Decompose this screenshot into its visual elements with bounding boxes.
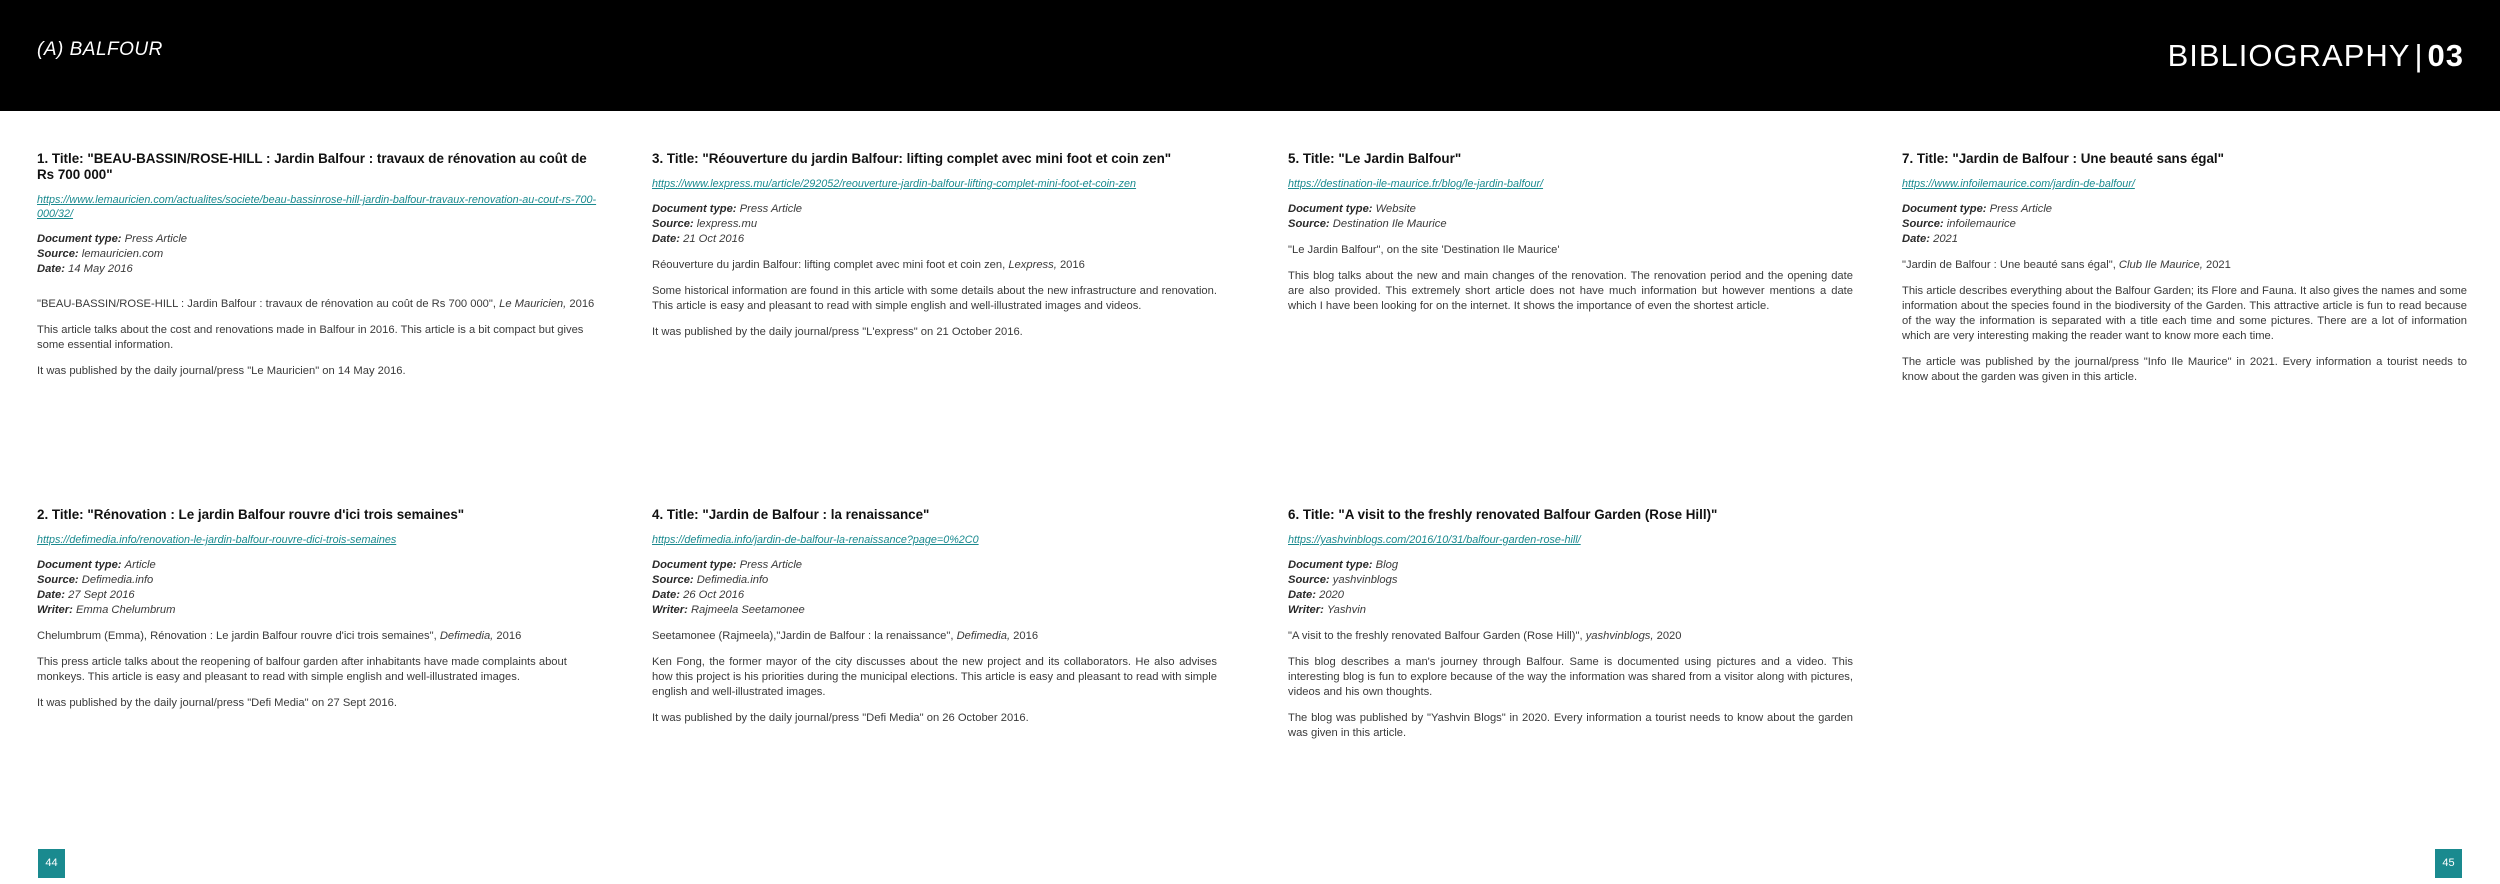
entry-citation: [37, 629, 602, 644]
entry-publication-note: It was published by the daily journal/press "L'express" on 21 October 2016.: [652, 326, 1023, 338]
entry-publication-note: It was published by the daily journal/press "Defi Media" on 26 October 2016.: [652, 712, 1029, 724]
writer-label: Writer:: [652, 604, 688, 616]
source-value: Defimedia.info: [696, 574, 769, 586]
date-value: 27 Sept 2016: [68, 589, 135, 601]
doc-type-value: Article: [124, 559, 156, 571]
entry-meta: [37, 232, 602, 277]
entry-meta: [37, 558, 602, 618]
entry-link[interactable]: https://www.lexpress.mu/article/292052/reouverture-jardin-balfour-lifting-complet-mini-foot-et-coin-zen: [652, 178, 1137, 190]
heading-separator: |: [2414, 38, 2424, 73]
entry-citation: [1902, 258, 2467, 273]
heading-number: 03: [2427, 38, 2464, 73]
entry-link[interactable]: https://defimedia.info/renovation-le-jardin-balfour-rouvre-dici-trois-semaines: [37, 534, 397, 546]
citation-year: 2016: [566, 298, 595, 310]
citation-year: 2021: [2202, 259, 2231, 271]
doc-type-value: Press Article: [739, 559, 803, 571]
entry-publication-note: The blog was published by "Yashvin Blogs" in 2020. Every information a tourist needs to know about the garden was given in this article.: [1288, 712, 1853, 739]
entry-meta: [652, 202, 1217, 247]
citation-text: "BEAU-BASSIN/ROSE-HILL : Jardin Balfour : travaux de rénovation au coût de Rs 700 000",: [37, 298, 500, 310]
bib-entry-6: [1288, 507, 1853, 752]
citation-source: Lexpress,: [1008, 259, 1057, 271]
date-label: Date:: [1902, 233, 1930, 245]
source-value: infoilemaurice: [1946, 218, 2016, 230]
date-label: Date:: [37, 263, 65, 275]
entry-title: 2. Title: "Rénovation : Le jardin Balfour rouvre d'ici trois semaines": [37, 507, 465, 522]
source-value: lemauricien.com: [81, 248, 164, 260]
section-label: (A) BALFOUR: [37, 39, 163, 60]
doc-type-label: Document type:: [37, 559, 122, 571]
heading-title: BIBLIOGRAPHY: [2167, 38, 2411, 73]
entry-meta: [652, 558, 1217, 618]
entry-citation: [652, 629, 1217, 644]
page-heading: [2168, 38, 2464, 74]
date-value: 14 May 2016: [68, 263, 133, 275]
page-number-right: 45: [2435, 849, 2462, 878]
source-value: yashvinblogs: [1332, 574, 1398, 586]
citation-source: Defimedia,: [439, 630, 494, 642]
source-label: Source:: [1288, 218, 1330, 230]
doc-type-value: Press Article: [739, 203, 803, 215]
entry-description: This blog talks about the new and main changes of the renovation. The renovation period and the opening date are also provided. This extremely short article does not have much information but however mentions a date which I have been looking for on the internet. It shows the importance of even the shortest article.: [1288, 270, 1853, 312]
bib-entry-4: [652, 507, 1217, 737]
entry-title: 7. Title: "Jardin de Balfour : Une beauté sans égal": [1902, 151, 2225, 166]
source-value: Destination Ile Maurice: [1332, 218, 1447, 230]
writer-label: Writer:: [1288, 604, 1324, 616]
doc-type-label: Document type:: [1288, 203, 1373, 215]
citation-text: Chelumbrum (Emma), Rénovation : Le jardin Balfour rouvre d'ici trois semaines",: [37, 630, 440, 642]
entry-description: This article talks about the cost and renovations made in Balfour in 2016. This article is a bit compact but gives some essential information.: [37, 324, 584, 351]
source-label: Source:: [652, 574, 694, 586]
doc-type-label: Document type:: [1902, 203, 1987, 215]
entry-meta: [1288, 202, 1853, 232]
source-label: Source:: [37, 574, 79, 586]
entry-publication-note: The article was published by the journal/press "Info Ile Maurice" in 2021. Every information a tourist needs to know about the garden was given in this article.: [1902, 356, 2467, 383]
entry-description: This blog describes a man's journey through Balfour. Same is documented using pictures and a video. This interesting blog is fun to explore because of the way the information was shared from a visitor along with pictures, videos and his own thoughts.: [1288, 656, 1853, 698]
source-label: Source:: [1902, 218, 1944, 230]
bib-entry-2: [37, 507, 602, 722]
entry-publication-note: It was published by the daily journal/press "Le Mauricien" on 14 May 2016.: [37, 365, 406, 377]
source-label: Source:: [652, 218, 694, 230]
date-label: Date:: [1288, 589, 1316, 601]
writer-label: Writer:: [37, 604, 73, 616]
doc-type-label: Document type:: [652, 203, 737, 215]
source-label: Source:: [37, 248, 79, 260]
entry-meta: [1288, 558, 1853, 618]
writer-value: Emma Chelumbrum: [75, 604, 176, 616]
bib-entry-3: [652, 151, 1217, 351]
doc-type-value: Press Article: [1989, 203, 2053, 215]
date-value: 21 Oct 2016: [683, 233, 745, 245]
source-label: Source:: [1288, 574, 1330, 586]
entry-title: 1. Title: "BEAU-BASSIN/ROSE-HILL : Jardin Balfour : travaux de rénovation au coût de Rs 700 000": [37, 151, 587, 182]
writer-value: Rajmeela Seetamonee: [690, 604, 805, 616]
entry-title: 5. Title: "Le Jardin Balfour": [1288, 151, 1462, 166]
entry-description: This article describes everything about the Balfour Garden; its Flore and Fauna. It also gives the names and some information about the species found in the biodiversity of the Garden. This attractive article is fun to read because of the way the information is separated with a title each time and some pictures. There are a lot of information which are very interesting making the reader want to know more each time.: [1902, 285, 2467, 342]
citation-year: 2016: [1056, 259, 1085, 271]
entry-citation: "Le Jardin Balfour", on the site 'Destination Ile Maurice': [1288, 244, 1560, 256]
entry-description: Ken Fong, the former mayor of the city discusses about the new project and its collaborators. He also advises how this project is his priorities during the municipal elections. This article is easy and pleasant to read with simple english and well-illustrated images.: [652, 656, 1217, 698]
doc-type-value: Blog: [1375, 559, 1399, 571]
date-label: Date:: [652, 589, 680, 601]
citation-source: yashvinblogs,: [1585, 630, 1654, 642]
entry-publication-note: It was published by the daily journal/press "Defi Media" on 27 Sept 2016.: [37, 697, 397, 709]
doc-type-label: Document type:: [1288, 559, 1373, 571]
doc-type-label: Document type:: [652, 559, 737, 571]
doc-type-value: Website: [1375, 203, 1416, 215]
entry-title: 6. Title: "A visit to the freshly renovated Balfour Garden (Rose Hill)": [1288, 507, 1718, 522]
date-value: 2021: [1933, 233, 1958, 245]
citation-year: 2020: [1653, 630, 1682, 642]
entry-link[interactable]: https://yashvinblogs.com/2016/10/31/balfour-garden-rose-hill/: [1288, 534, 1581, 546]
bib-entry-7: [1902, 151, 2467, 396]
entry-link[interactable]: https://destination-ile-maurice.fr/blog/le-jardin-balfour/: [1288, 178, 1544, 190]
entry-description: This press article talks about the reopening of balfour garden after inhabitants have made complaints about monkeys. This article is easy and pleasant to read with simple english and well-illustrated images.: [37, 656, 567, 683]
date-value: 26 Oct 2016: [683, 589, 745, 601]
entry-meta: [1902, 202, 2467, 247]
entry-link[interactable]: https://www.lemauricien.com/actualites/societe/beau-bassinrose-hill-jardin-balfour-travaux-renovation-au-cout-rs-700-000/32/: [37, 194, 597, 220]
date-label: Date:: [652, 233, 680, 245]
date-label: Date:: [37, 589, 65, 601]
entry-title: 3. Title: "Réouverture du jardin Balfour: lifting complet avec mini foot et coin zen": [652, 151, 1172, 166]
header-bar: [0, 0, 2500, 111]
bib-entry-5: [1288, 151, 1853, 325]
citation-text: "Jardin de Balfour : Une beauté sans égal",: [1902, 259, 2119, 271]
bib-entry-1: [37, 151, 602, 390]
citation-source: Le Mauricien,: [499, 298, 567, 310]
citation-year: 2016: [493, 630, 522, 642]
citation-source: Defimedia,: [956, 630, 1011, 642]
entry-citation: [652, 258, 1217, 273]
date-value: 2020: [1319, 589, 1344, 601]
citation-text: "A visit to the freshly renovated Balfour Garden (Rose Hill)",: [1288, 630, 1586, 642]
citation-text: Seetamonee (Rajmeela),"Jardin de Balfour : la renaissance",: [652, 630, 957, 642]
source-value: Defimedia.info: [81, 574, 154, 586]
citation-text: Réouverture du jardin Balfour: lifting complet avec mini foot et coin zen,: [652, 259, 1009, 271]
entry-link[interactable]: https://www.infoilemaurice.com/jardin-de-balfour/: [1902, 178, 2135, 190]
doc-type-label: Document type:: [37, 233, 122, 245]
page-number-left: 44: [38, 849, 65, 878]
citation-year: 2016: [1010, 630, 1039, 642]
entry-citation: [37, 297, 602, 312]
entry-description: Some historical information are found in this article with some details about the new infrastructure and renovation. This article is easy and pleasant to read with simple english and well-illustrated images and videos.: [652, 285, 1217, 312]
doc-type-value: Press Article: [124, 233, 188, 245]
entry-link[interactable]: https://defimedia.info/jardin-de-balfour-la-renaissance?page=0%2C0: [652, 534, 979, 546]
citation-source: Club Ile Maurice,: [2118, 259, 2203, 271]
entry-citation: [1288, 629, 1853, 644]
source-value: lexpress.mu: [696, 218, 758, 230]
entry-title: 4. Title: "Jardin de Balfour : la renaissance": [652, 507, 930, 522]
writer-value: Yashvin: [1326, 604, 1366, 616]
